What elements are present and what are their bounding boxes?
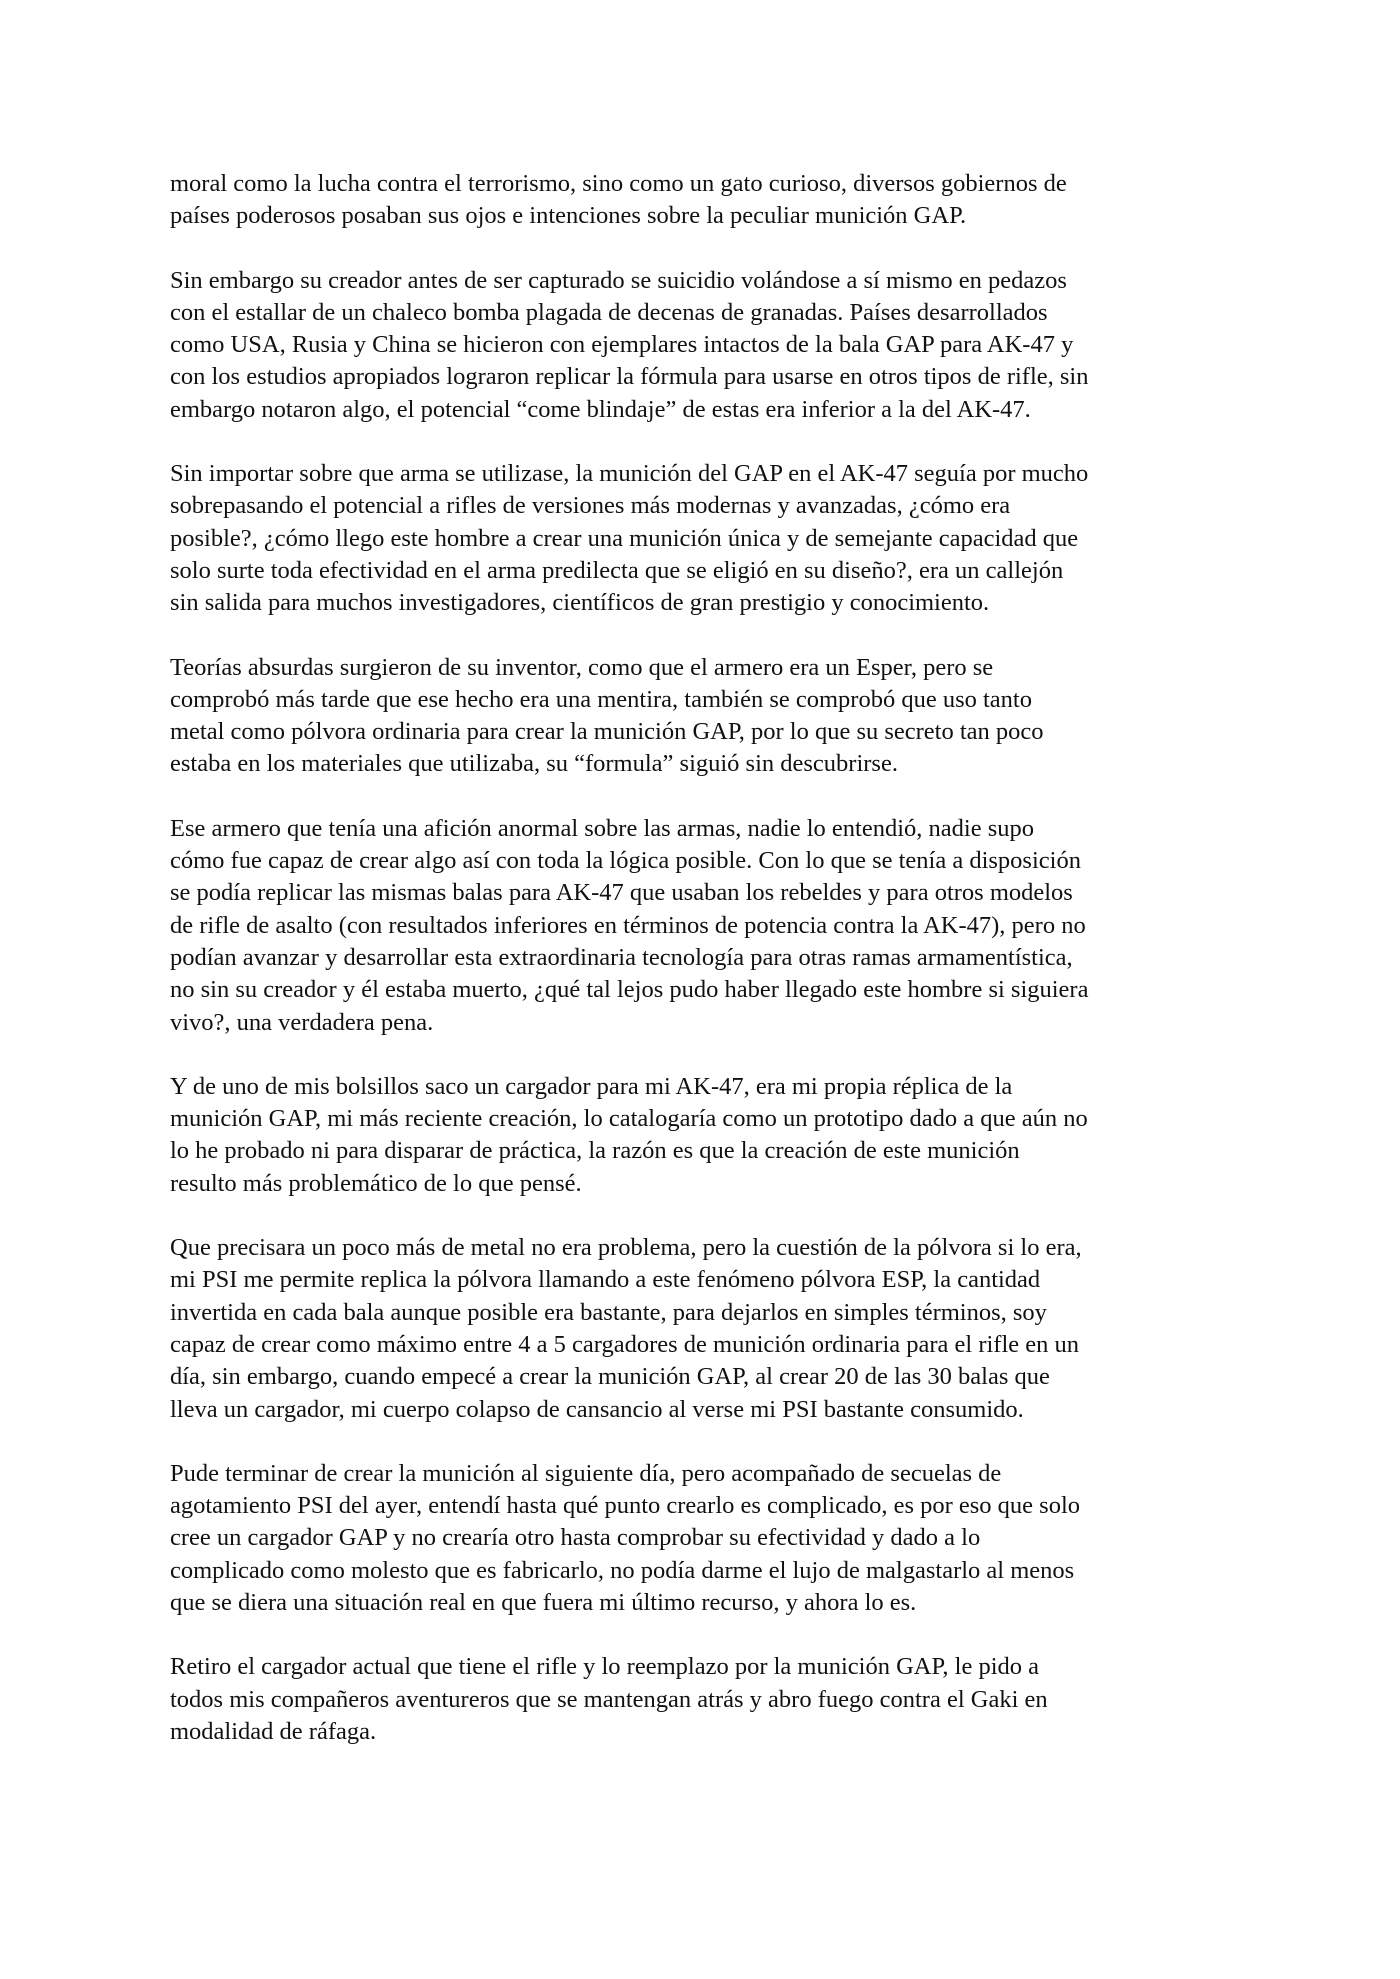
- paragraph: Retiro el cargador actual que tiene el rifle y lo reemplazo por la munición GAP, le pido a todos mis compañeros aventureros que se mantengan atrás y abro fuego contra el Gaki en modalidad de ráfaga.: [170, 1653, 1048, 1745]
- paragraph: Ese armero que tenía una afición anormal sobre las armas, nadie lo entendió, nadie supo cómo fue capaz de crear algo así con toda la lógica posible. Con lo que se tenía a disposición se podía replicar las mismas balas para AK-47 que usaban los rebeldes y para otros modelos de rifle de asalto (con resultados inferiores en términos de potencia contra la AK-47), pero no podían avanzar y desarrollar esta extraordinaria tecnología para otras ramas armamentística, no sin su creador y él estaba muerto, ¿qué tal lejos pudo haber llegado este hombre si siguiera vivo?, una verdadera pena.: [170, 814, 1089, 1036]
- paragraph: moral como la lucha contra el terrorismo, sino como un gato curioso, diversos gobiernos de países poderosos posaban sus ojos e intenciones sobre la peculiar munición GAP.: [170, 170, 1067, 230]
- paragraph: Sin importar sobre que arma se utilizase, la munición del GAP en el AK-47 seguía por mucho sobrepasando el potencial a rifles de versiones más modernas y avanzadas, ¿cómo era posible?, ¿cómo llego este hombre a crear una munición única y de semejante capacidad que solo surte toda efectividad en el arma predilecta que se eligió en su diseño?, era un callejón sin salida para muchos investigadores, científicos de gran prestigio y conocimiento.: [170, 460, 1089, 617]
- paragraph: Sin embargo su creador antes de ser capturado se suicidio volándose a sí mismo en pedazos con el estallar de un chaleco bomba plagada de decenas de granadas. Países desarrollados como USA, Rusia y China se hicieron con ejemplares intactos de la bala GAP para AK-47 y con los estudios apropiados lograron replicar la fórmula para usarse en otros tipos de rifle, sin embargo notaron algo, el potencial “come blindaje” de estas era inferior a la del AK-47.: [170, 266, 1089, 423]
- paragraph: Y de uno de mis bolsillos saco un cargador para mi AK-47, era mi propia réplica de la munición GAP, mi más reciente creación, lo catalogaría como un prototipo dado a que aún no lo he probado ni para disparar de práctica, la razón es que la creación de este munición resulto más problemático de lo que pensé.: [170, 1072, 1088, 1197]
- paragraph: Teorías absurdas surgieron de su inventor, como que el armero era un Esper, pero se comprobó más tarde que ese hecho era una mentira, también se comprobó que uso tanto metal como pólvora ordinaria para crear la munición GAP, por lo que su secreto tan poco estaba en los materiales que utilizaba, su “formula” siguió sin descubrirse.: [170, 653, 1044, 778]
- paragraph: Que precisara un poco más de metal no era problema, pero la cuestión de la pólvora si lo era, mi PSI me permite replica la pólvora llamando a este fenómeno pólvora ESP, la cantidad invertida en cada bala aunque posible era bastante, para dejarlos en simples términos, soy capaz de crear como máximo entre 4 a 5 cargadores de munición ordinaria para el rifle en un día, sin embargo, cuando empecé a crear la munición GAP, al crear 20 de las 30 balas que lleva un cargador, mi cuerpo colapso de cansancio al verse mi PSI bastante consumido.: [170, 1234, 1082, 1423]
- document-body: [170, 168, 1240, 1780]
- paragraph: Pude terminar de crear la munición al siguiente día, pero acompañado de secuelas de agotamiento PSI del ayer, entendí hasta qué punto crearlo es complicado, es por eso que solo cree un cargador GAP y no crearía otro hasta comprobar su efectividad y dado a lo complicado como molesto que es fabricarlo, no podía darme el lujo de malgastarlo al menos que se diera una situación real en que fuera mi último recurso, y ahora lo es.: [170, 1459, 1081, 1616]
